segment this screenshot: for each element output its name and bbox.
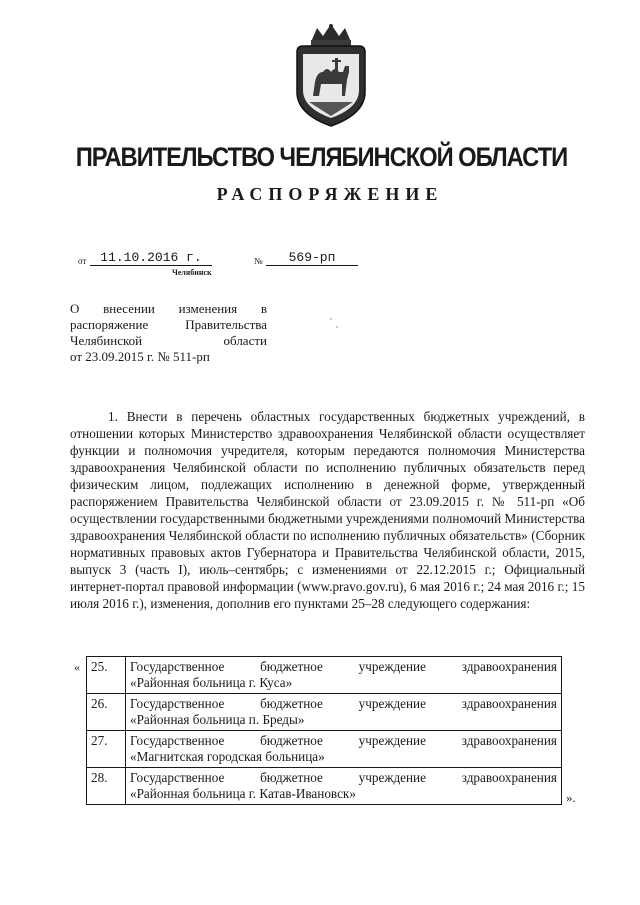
desc-word: учреждение [358, 733, 426, 748]
desc-word: бюджетное [260, 770, 323, 785]
document-type: РАСПОРЯЖЕНИЕ [216, 184, 444, 204]
scan-speck [330, 318, 332, 320]
table-row [87, 657, 562, 694]
close-quote: ». [566, 790, 576, 805]
row-description [126, 657, 562, 694]
open-quote: « [74, 660, 80, 674]
document-date: 11.10.2016 г. [90, 250, 212, 266]
row-number: 26. [87, 694, 126, 731]
desc-word: учреждение [358, 770, 426, 785]
row-description [126, 694, 562, 731]
scan-speck [336, 326, 338, 328]
desc-word: бюджетное [260, 696, 323, 711]
table-row [87, 768, 562, 805]
desc-word: учреждение [358, 659, 426, 674]
desc-word: Государственное [130, 733, 225, 748]
document-subject [70, 301, 267, 365]
institution-name: «Районная больница г. Куса» [130, 675, 293, 690]
subject-word: от 23.09.2015 г. № 511-рп [70, 349, 210, 364]
table-row [87, 694, 562, 731]
subject-word: области [223, 333, 267, 348]
desc-word: здравоохранения [461, 770, 557, 785]
desc-word: бюджетное [260, 659, 323, 674]
row-number: 25. [87, 657, 126, 694]
government-title: ПРАВИТЕЛЬСТВО ЧЕЛЯБИНСКОЙ ОБЛАСТИ [75, 142, 568, 172]
subject-line [70, 349, 267, 365]
subject-word: Челябинской [70, 333, 143, 348]
subject-word: распоряжение [70, 317, 149, 332]
subject-line [70, 317, 267, 333]
row-description [126, 731, 562, 768]
subject-word: изменения [178, 301, 238, 316]
from-label: от [78, 256, 87, 266]
desc-word: Государственное [130, 770, 225, 785]
row-description [126, 768, 562, 805]
document-number: 569-рп [266, 250, 358, 266]
desc-word: здравоохранения [461, 696, 557, 711]
body-text [70, 408, 585, 612]
desc-word: бюджетное [260, 733, 323, 748]
coat-of-arms-icon [287, 22, 375, 128]
table-row [87, 731, 562, 768]
city: Челябинск [172, 268, 212, 277]
number-label: № [254, 256, 263, 266]
desc-word: Государственное [130, 696, 225, 711]
subject-word: внесении [103, 301, 155, 316]
subject-word: Правительства [185, 317, 267, 332]
row-number: 27. [87, 731, 126, 768]
subject-word: О [70, 301, 80, 316]
desc-word: учреждение [358, 696, 426, 711]
institutions-table [86, 656, 562, 805]
institution-name: «Магнитская городская больница» [130, 749, 325, 764]
paragraph-1: 1. Внести в перечень областных государственных бюджетных учреждений, в отношении которых Министерство здравоохранения Челябинской области осуществляет функции и полномочия учредителя, которым передаются полномочия Министерства здравоохранения Челябинской области по исполнению публичных обязательств перед физическим лицом, подлежащих исполнению в денежной форме, утвержденный распоряжением Правительства Челябинской области от 23.09.2015 г. № 511-рп «Об осуществлении государственными бюджетными учреждениями полномочий Министерства здравоохранения Челябинской области по исполнению публичных обязательств» (Сборник нормативных правовых актов Губернатора и Правительства Челябинской области, 2015, выпуск 3 (часть I), июль–сентябрь; с изменениями от 22.12.2015 г.; Официальный интернет-портал правовой информации (www.pravo.gov.ru), 6 мая 2016 г.; 24 мая 2016 г.; 15 июля 2016 г.), изменения, дополнив его пунктами 25–28 следующего содержания: [70, 409, 585, 611]
institution-name: «Районная больница п. Бреды» [130, 712, 305, 727]
institution-name: «Районная больница г. Катав-Ивановск» [130, 786, 356, 801]
desc-word: здравоохранения [461, 659, 557, 674]
subject-line [70, 301, 267, 317]
subject-word: в [260, 301, 267, 316]
row-number: 28. [87, 768, 126, 805]
desc-word: Государственное [130, 659, 225, 674]
subject-line [70, 333, 267, 349]
desc-word: здравоохранения [461, 733, 557, 748]
